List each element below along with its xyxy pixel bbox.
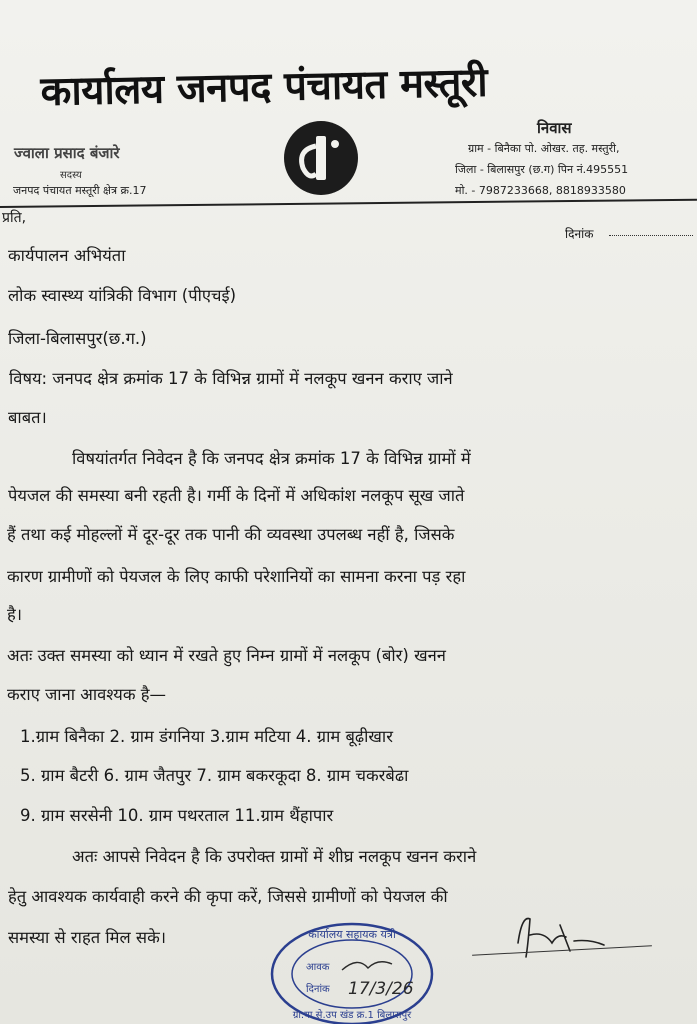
body-line: अतः उक्त समस्या को ध्यान में रखते हुए निम्न ग्रामों में नलकूप (बोर) खनन — [7, 646, 446, 665]
residence-mobile-line: मो. - 7987233668, 8818933580 — [455, 184, 626, 197]
date-blank — [609, 235, 693, 236]
header-divider — [0, 199, 697, 208]
received-stamp — [268, 918, 436, 1024]
date-label: दिनांक — [565, 227, 594, 241]
body-line: विषयांतर्गत निवेदन है कि जनपद क्षेत्र क्रमांक 17 के विभिन्न ग्रामों में — [72, 449, 471, 468]
request-line: हेतु आवश्यक कार्यवाही करने की कृपा करें, जिससे ग्रामीणों को पेयजल की — [8, 887, 448, 906]
to-label: प्रति, — [2, 210, 27, 226]
body-line: कराए जाना आवश्यक है— — [7, 685, 167, 704]
body-line: पेयजल की समस्या बनी रहती है। गर्मी के दिनों में अधिकांश नलकूप सूख जाते — [8, 486, 465, 505]
stamp-top-text: कार्यालय सहायक यंत्री — [308, 928, 396, 941]
stamp-date-label: दिनांक — [306, 984, 330, 995]
recipient-designation: कार्यपालन अभियंता — [8, 246, 126, 265]
recipient-district: जिला-बिलासपुर(छ.ग.) — [8, 329, 147, 348]
signature — [500, 905, 610, 965]
residence-heading: निवास — [537, 119, 572, 137]
recipient-department: लोक स्वास्थ्य यांत्रिकी विभाग (पीएचई) — [8, 286, 237, 305]
residence-address-line: ग्राम - बिनैका पो. ओखर. तह. मस्तुरी, — [468, 142, 620, 155]
subject-line: विषय: जनपद क्षेत्र क्रमांक 17 के विभिन्न ग्रामों में नलकूप खनन कराए जाने — [9, 369, 453, 388]
village-list-line: 1.ग्राम बिनैका 2. ग्राम डंगनिया 3.ग्राम मटिया 4. ग्राम बूढ़ीखार — [20, 727, 393, 746]
letterhead-title: कार्यालय जनपद पंचायत मस्तूरी — [40, 59, 488, 115]
member-role: सदस्य — [60, 170, 82, 181]
member-name: ज्वाला प्रसाद बंजारे — [14, 144, 120, 162]
stamp-bottom-text: ग्रा.या.से.उप खंड क्र.1 बिलासपुर — [292, 1010, 412, 1021]
stamp-received-label: आवक — [306, 962, 330, 973]
subject-line-end: बाबत। — [8, 408, 47, 427]
body-line: हैं तथा कई मोहल्लों में दूर-दूर तक पानी की व्यवस्था उपलब्ध नहीं है, जिसके — [7, 525, 455, 544]
body-line: है। — [7, 605, 23, 624]
body-line: कारण ग्रामीणों को पेयजल के लिए काफी परेशानियों का सामना करना पड़ रहा — [7, 567, 466, 586]
member-area: जनपद पंचायत मस्तूरी क्षेत्र क्र.17 — [13, 184, 147, 197]
party-logo-icon — [283, 120, 359, 196]
request-line: समस्या से राहत मिल सके। — [8, 928, 167, 947]
request-line: अतः आपसे निवेदन है कि उपरोक्त ग्रामों में शीघ्र नलकूप खनन कराने — [72, 847, 477, 866]
village-list-line: 9. ग्राम सरसेनी 10. ग्राम पथरताल 11.ग्राम थैंहापार — [20, 806, 334, 825]
residence-district-line: जिला - बिलासपुर (छ.ग) पिन नं.495551 — [455, 163, 629, 176]
stamp-date-value: 17/3/26 — [348, 979, 414, 999]
village-list-line: 5. ग्राम बैटरी 6. ग्राम जैतपुर 7. ग्राम बकरकूदा 8. ग्राम चकरबेढा — [20, 766, 409, 785]
